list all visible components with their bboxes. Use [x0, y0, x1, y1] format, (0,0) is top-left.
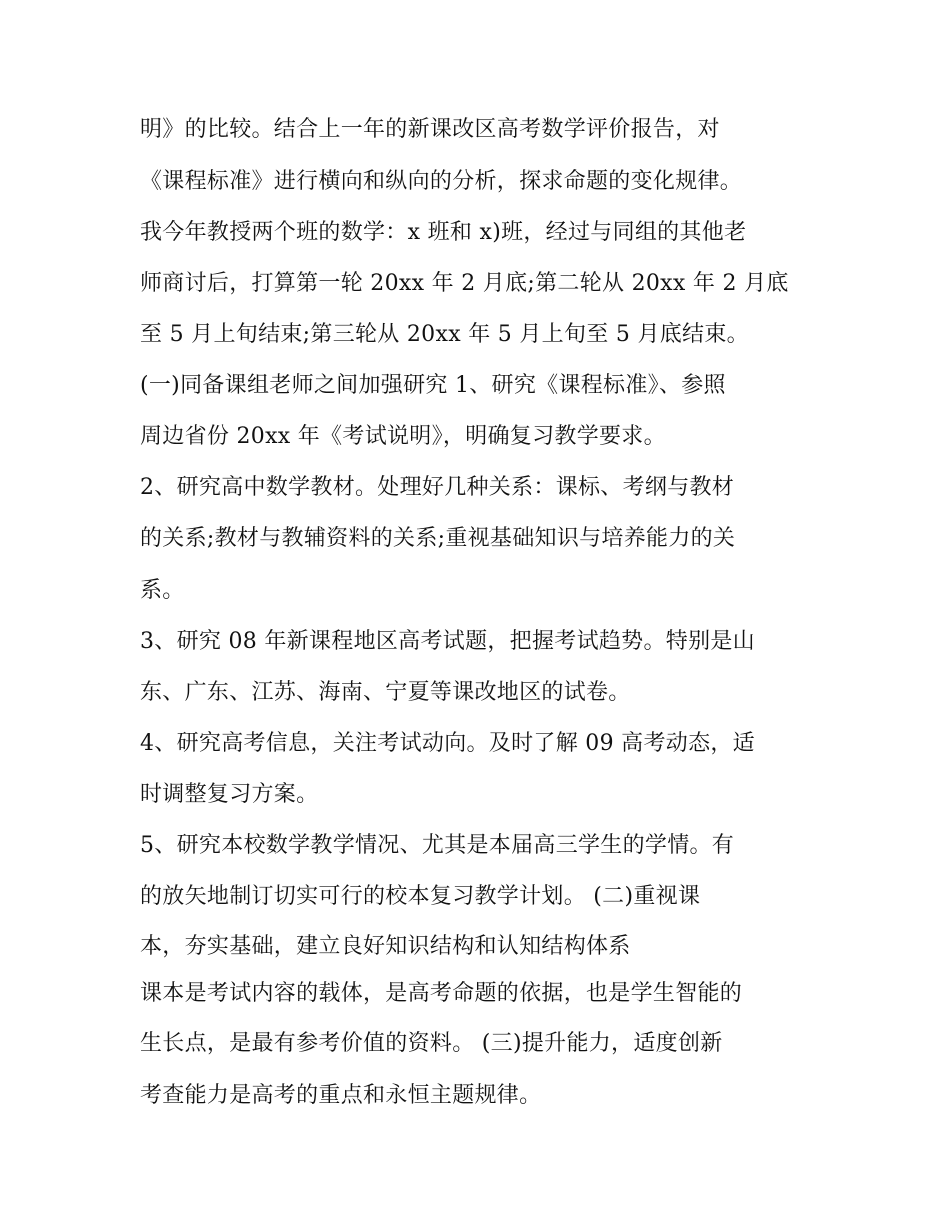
text-line: 4、研究高考信息，关注考试动向。及时了解 09 高考动态，适: [140, 731, 755, 756]
text-line: 2、研究高中数学教材。处理好几种关系：课标、考纲与教材: [140, 475, 735, 500]
text-line: 至 5 月上旬结束;第三轮从 20xx 年 5 月上旬至 5 月底结束。: [140, 322, 749, 347]
text-line: 的放矢地制订切实可行的校本复习教学计划。 (二)重视课: [140, 884, 701, 909]
text-line: 考查能力是高考的重点和永恒主题规律。: [140, 1083, 542, 1108]
text-line: 东、广东、江苏、海南、宁夏等课改地区的试卷。: [140, 680, 631, 705]
text-line: 课本是考试内容的载体，是高考命题的依据，也是学生智能的: [140, 981, 743, 1006]
text-line: 5、研究本校数学教学情况、尤其是本届高三学生的学情。有: [140, 833, 735, 858]
text-line: (一)同备课组老师之间加强研究 1、研究《课程标准》、参照: [140, 373, 726, 398]
text-line: 时调整复习方案。: [140, 782, 319, 807]
text-line: 明》的比较。结合上一年的新课改区高考数学评价报告，对: [140, 117, 720, 142]
text-line: 本，夯实基础，建立良好知识结构和认知结构体系: [140, 934, 631, 959]
text-line: 我今年教授两个班的数学：x 班和 x)班，经过与同组的其他老: [140, 220, 747, 245]
text-line: 的关系;教材与教辅资料的关系;重视基础知识与培养能力的关: [140, 526, 736, 551]
text-line: 生长点，是最有参考价值的资料。 (三)提升能力，适度创新: [140, 1031, 723, 1056]
text-line: 《课程标准》进行横向和纵向的分析，探求命题的变化规律。: [140, 169, 743, 194]
text-line: 系。: [140, 578, 185, 603]
text-line: 周边省份 20xx 年《考试说明》，明确复习教学要求。: [140, 424, 666, 449]
text-line: 3、研究 08 年新课程地区高考试题，把握考试趋势。特别是山: [140, 629, 755, 654]
text-line: 师商讨后，打算第一轮 20xx 年 2 月底;第二轮从 20xx 年 2 月底: [140, 271, 789, 296]
